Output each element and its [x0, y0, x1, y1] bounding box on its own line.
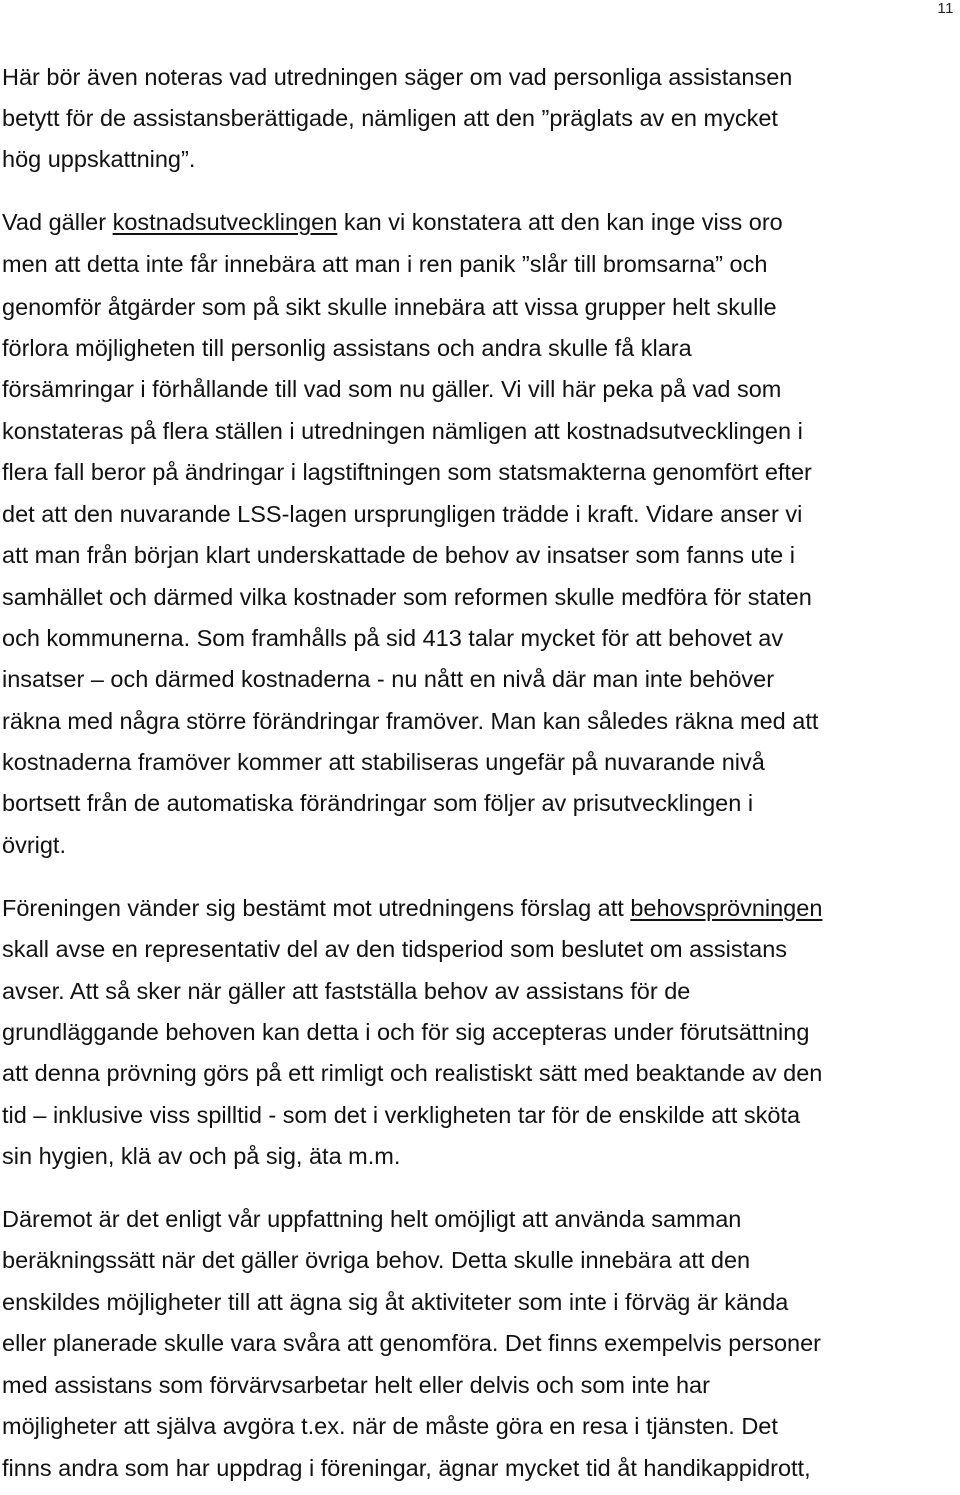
text-segment: Här bör även noteras vad utredningen säger om vad personliga assistansen — [2, 64, 793, 90]
text-line — [2, 103, 778, 133]
text-line — [2, 292, 777, 322]
text-line — [2, 1370, 710, 1400]
text-segment: tid – inklusive viss spilltid - som det i verkligheten tar för de enskilde att sköta — [2, 1102, 801, 1128]
text-line — [2, 144, 195, 174]
text-line — [2, 457, 812, 487]
text-segment: möjligheter att själva avgöra t.ex. när de måste göra en resa i tjänsten. Det — [2, 1413, 778, 1439]
text-line — [2, 1453, 811, 1483]
text-line — [2, 664, 774, 694]
text-line — [2, 706, 818, 736]
text-segment: genomför åtgärder som på sikt skulle innebära att vissa grupper helt skulle — [2, 294, 777, 320]
text-segment: beräkningssätt när det gäller övriga behov. Detta skulle innebära att den — [2, 1247, 751, 1273]
text-line — [2, 1058, 822, 1088]
text-line — [2, 1100, 800, 1130]
text-line — [2, 788, 753, 818]
text-segment: eller planerade skulle vara svåra att genomföra. Det finns exempelvis personer — [2, 1330, 822, 1356]
text-segment: sin hygien, klä av och på sig, äta m.m. — [2, 1143, 401, 1169]
text-segment: men att detta inte får innebära att man i ren panik ”slår till bromsarna” och — [2, 251, 768, 277]
text-line — [2, 499, 802, 529]
text-segment: skall avse en representativ del av den tidsperiod som beslutet om assistans — [2, 936, 788, 962]
text-segment: avser. Att så sker när gäller att fastställa behov av assistans för de — [2, 978, 691, 1004]
underlined-term: behovsprövningen — [630, 895, 823, 921]
text-line — [2, 747, 765, 777]
text-line — [2, 1141, 400, 1171]
text-segment: hög uppskattning”. — [2, 146, 196, 172]
text-line — [2, 1017, 809, 1047]
text-segment: att denna prövning görs på ett rimligt och realistiskt sätt med beaktande av den — [2, 1060, 823, 1086]
text-line — [2, 1287, 788, 1317]
text-segment: förlora möjligheten till personlig assistans och andra skulle få klara — [2, 335, 692, 361]
text-segment: Vad gäller — [2, 209, 113, 235]
text-line — [2, 62, 792, 92]
text-line — [2, 540, 795, 570]
text-segment: flera fall beror på ändringar i lagstiftningen som statsmakterna genomfört efter — [2, 459, 812, 485]
text-line — [2, 207, 783, 237]
text-line — [2, 976, 690, 1006]
text-segment: samhället och därmed vilka kostnader som reformen skulle medföra för staten — [2, 584, 812, 610]
text-segment: att man från början klart underskattade de behov av insatser som fanns ute i — [2, 542, 795, 568]
text-segment: enskildes möjligheter till att ägna sig åt aktiviteter som inte i förväg är kända — [2, 1289, 789, 1315]
text-line — [2, 830, 66, 860]
text-line — [2, 333, 692, 363]
text-line — [2, 623, 783, 653]
text-segment: kostnaderna framöver kommer att stabiliseras ungefär på nuvarande nivå — [2, 749, 765, 775]
text-segment: övrigt. — [2, 832, 66, 858]
text-line — [2, 582, 812, 612]
text-line — [2, 416, 803, 446]
text-segment: Däremot är det enligt vår uppfattning helt omöjligt att använda samman — [2, 1206, 742, 1232]
text-segment: finns andra som har uppdrag i föreningar, ägnar mycket tid åt handikappidrott, — [2, 1455, 811, 1481]
text-segment: räkna med några större förändringar framöver. Man kan således räkna med att — [2, 708, 819, 734]
text-line — [2, 893, 822, 923]
text-segment: Föreningen vänder sig bestämt mot utredningens förslag att — [2, 895, 631, 921]
underlined-term: kostnadsutvecklingen — [112, 209, 338, 235]
text-segment: konstateras på flera ställen i utredningen nämligen att kostnadsutvecklingen i — [2, 418, 803, 444]
text-segment: insatser – och därmed kostnaderna - nu nått en nivå där man inte behöver — [2, 666, 775, 692]
text-segment: försämringar i förhållande till vad som nu gäller. Vi vill här peka på vad som — [2, 376, 782, 402]
text-segment: det att den nuvarande LSS-lagen ursprungligen trädde i kraft. Vidare anser vi — [2, 501, 803, 527]
text-line — [2, 1411, 778, 1441]
text-line — [2, 934, 787, 964]
text-segment: grundläggande behoven kan detta i och för sig accepteras under förutsättning — [2, 1019, 810, 1045]
text-segment: med assistans som förvärvsarbetar helt eller delvis och som inte har — [2, 1372, 710, 1398]
text-segment: betytt för de assistansberättigade, nämligen att den ”präglats av en mycket — [2, 105, 778, 131]
text-line — [2, 1204, 741, 1234]
text-line — [2, 1328, 821, 1358]
text-line — [2, 1245, 750, 1275]
text-segment: kan vi konstatera att den kan inge viss oro — [337, 209, 783, 235]
text-segment: bortsett från de automatiska förändringar som följer av prisutvecklingen i — [2, 790, 754, 816]
text-segment: och kommunerna. Som framhålls på sid 413 talar mycket för att behovet av — [2, 625, 784, 651]
text-line — [2, 249, 767, 279]
page-number: 11 — [937, 0, 954, 17]
text-line — [2, 374, 781, 404]
